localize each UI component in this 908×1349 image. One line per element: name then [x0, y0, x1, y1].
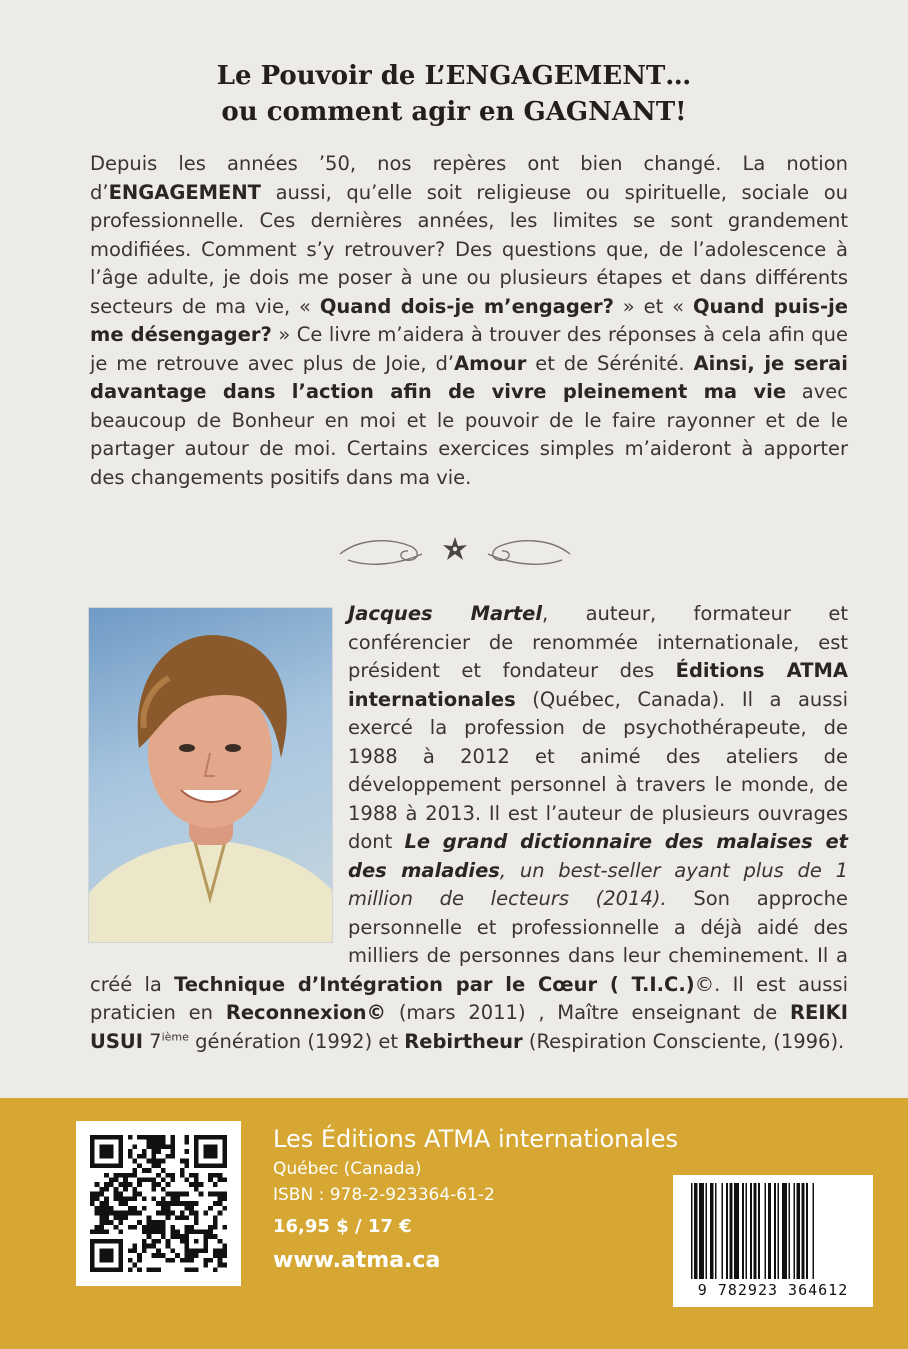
bio-text: (Respiration Consciente, (1996).	[522, 1029, 845, 1053]
bio-text: Son approche personnelle et professionnelle a déjà aidé des milliers de personnes dans leur cheminement. Il a créé la	[90, 887, 848, 996]
barcode-icon	[691, 1183, 855, 1279]
bio-text: 7	[142, 1029, 162, 1053]
barcode-number: 9 782923 364612	[697, 1281, 849, 1299]
book-title	[0, 58, 908, 130]
publisher-location: Québec (Canada)	[273, 1159, 422, 1179]
ornament-divider	[330, 524, 580, 574]
bio-text: (mars 2011) , Maître enseignant de	[386, 1001, 791, 1024]
barcode	[673, 1175, 873, 1307]
bio-bold: Reconnexion©	[225, 1001, 387, 1024]
bio-superscript: ième	[161, 1030, 189, 1043]
author-bio	[90, 600, 848, 1056]
bio-text: (Québec, Canada). Il a aussi exercé la profession de psychothérapeute, de 1988 à 2012 et animé des ateliers de développement personnel à travers le monde, de 1988 à 2013. Il est l’auteur de plusieurs ouvrages dont	[348, 687, 848, 853]
qr-code[interactable]	[76, 1121, 241, 1286]
title-line-1: Le Pouvoir de L’ENGAGEMENT…	[216, 61, 692, 91]
summary-bold: Quand dois-je m’engager?	[319, 294, 614, 318]
website-link[interactable]: www.atma.ca	[273, 1248, 441, 1273]
author-name: Jacques Martel	[348, 602, 543, 625]
isbn: ISBN : 978-2-923364-61-2	[273, 1185, 495, 1205]
bio-bold: Rebirtheur	[404, 1029, 523, 1053]
summary-text: aussi, qu’elle soit religieuse ou spirituelle, sociale ou professionnelle. Ces dernières années, les limites se sont grandement modifiées. Comment s’y retrouver? Des questions que, de l’adolescence à l’âge adulte, je dois me poser à une ou plusieurs étapes et dans différents secteurs de ma vie, «	[90, 180, 848, 318]
summary-bold: Ainsi, je serai davantage dans l’action afin de vivre pleinement ma vie	[90, 351, 848, 403]
summary-text: avec beaucoup de Bonheur en moi et le pouvoir de le faire rayonner et de le partager autour de moi. Certains exercices simples m’aideront à apporter des changements positifs dans ma vie.	[90, 380, 848, 489]
summary-text: Depuis les années ’50, nos repères ont bien changé. La notion d’	[90, 152, 848, 204]
summary-bold: ENGAGEMENT	[108, 180, 261, 204]
star-icon	[443, 537, 467, 560]
summary-paragraph	[90, 150, 848, 492]
book-reference: Le grand dictionnaire des malaises et des maladies	[348, 830, 848, 882]
price: 16,95 $ / 17 €	[273, 1216, 412, 1237]
qr-code-icon	[90, 1135, 227, 1272]
bio-text: génération (1992) et	[188, 1029, 405, 1053]
summary-bold: Amour	[454, 351, 527, 375]
bio-bold: Technique d’Intégration par le Cœur ( T.I.C.)	[174, 972, 695, 996]
bio-italic: , un best-seller ayant plus de 1 million de lecteurs (2014).	[348, 858, 849, 910]
bio-bold: Éditions ATMA internationales	[348, 659, 848, 711]
bio-text: ©. Il est aussi praticien en	[90, 972, 848, 1024]
title-line-2: ou comment agir en GAGNANT!	[221, 97, 687, 127]
bio-bold: REIKI USUI	[90, 1001, 848, 1053]
summary-text: » Ce livre m’aidera à trouver des réponses à cela afin que je me retrouve avec plus de Joie, d’	[90, 323, 848, 375]
summary-bold: Quand puis-je me désengager?	[90, 294, 848, 346]
summary-text: » et «	[613, 294, 693, 318]
bio-text: , auteur, formateur et conférencier de renommée internationale, est président et fondateur des	[348, 602, 848, 682]
summary-text: et de Sérénité.	[526, 351, 694, 375]
publisher-name: Les Éditions ATMA internationales	[273, 1125, 679, 1153]
